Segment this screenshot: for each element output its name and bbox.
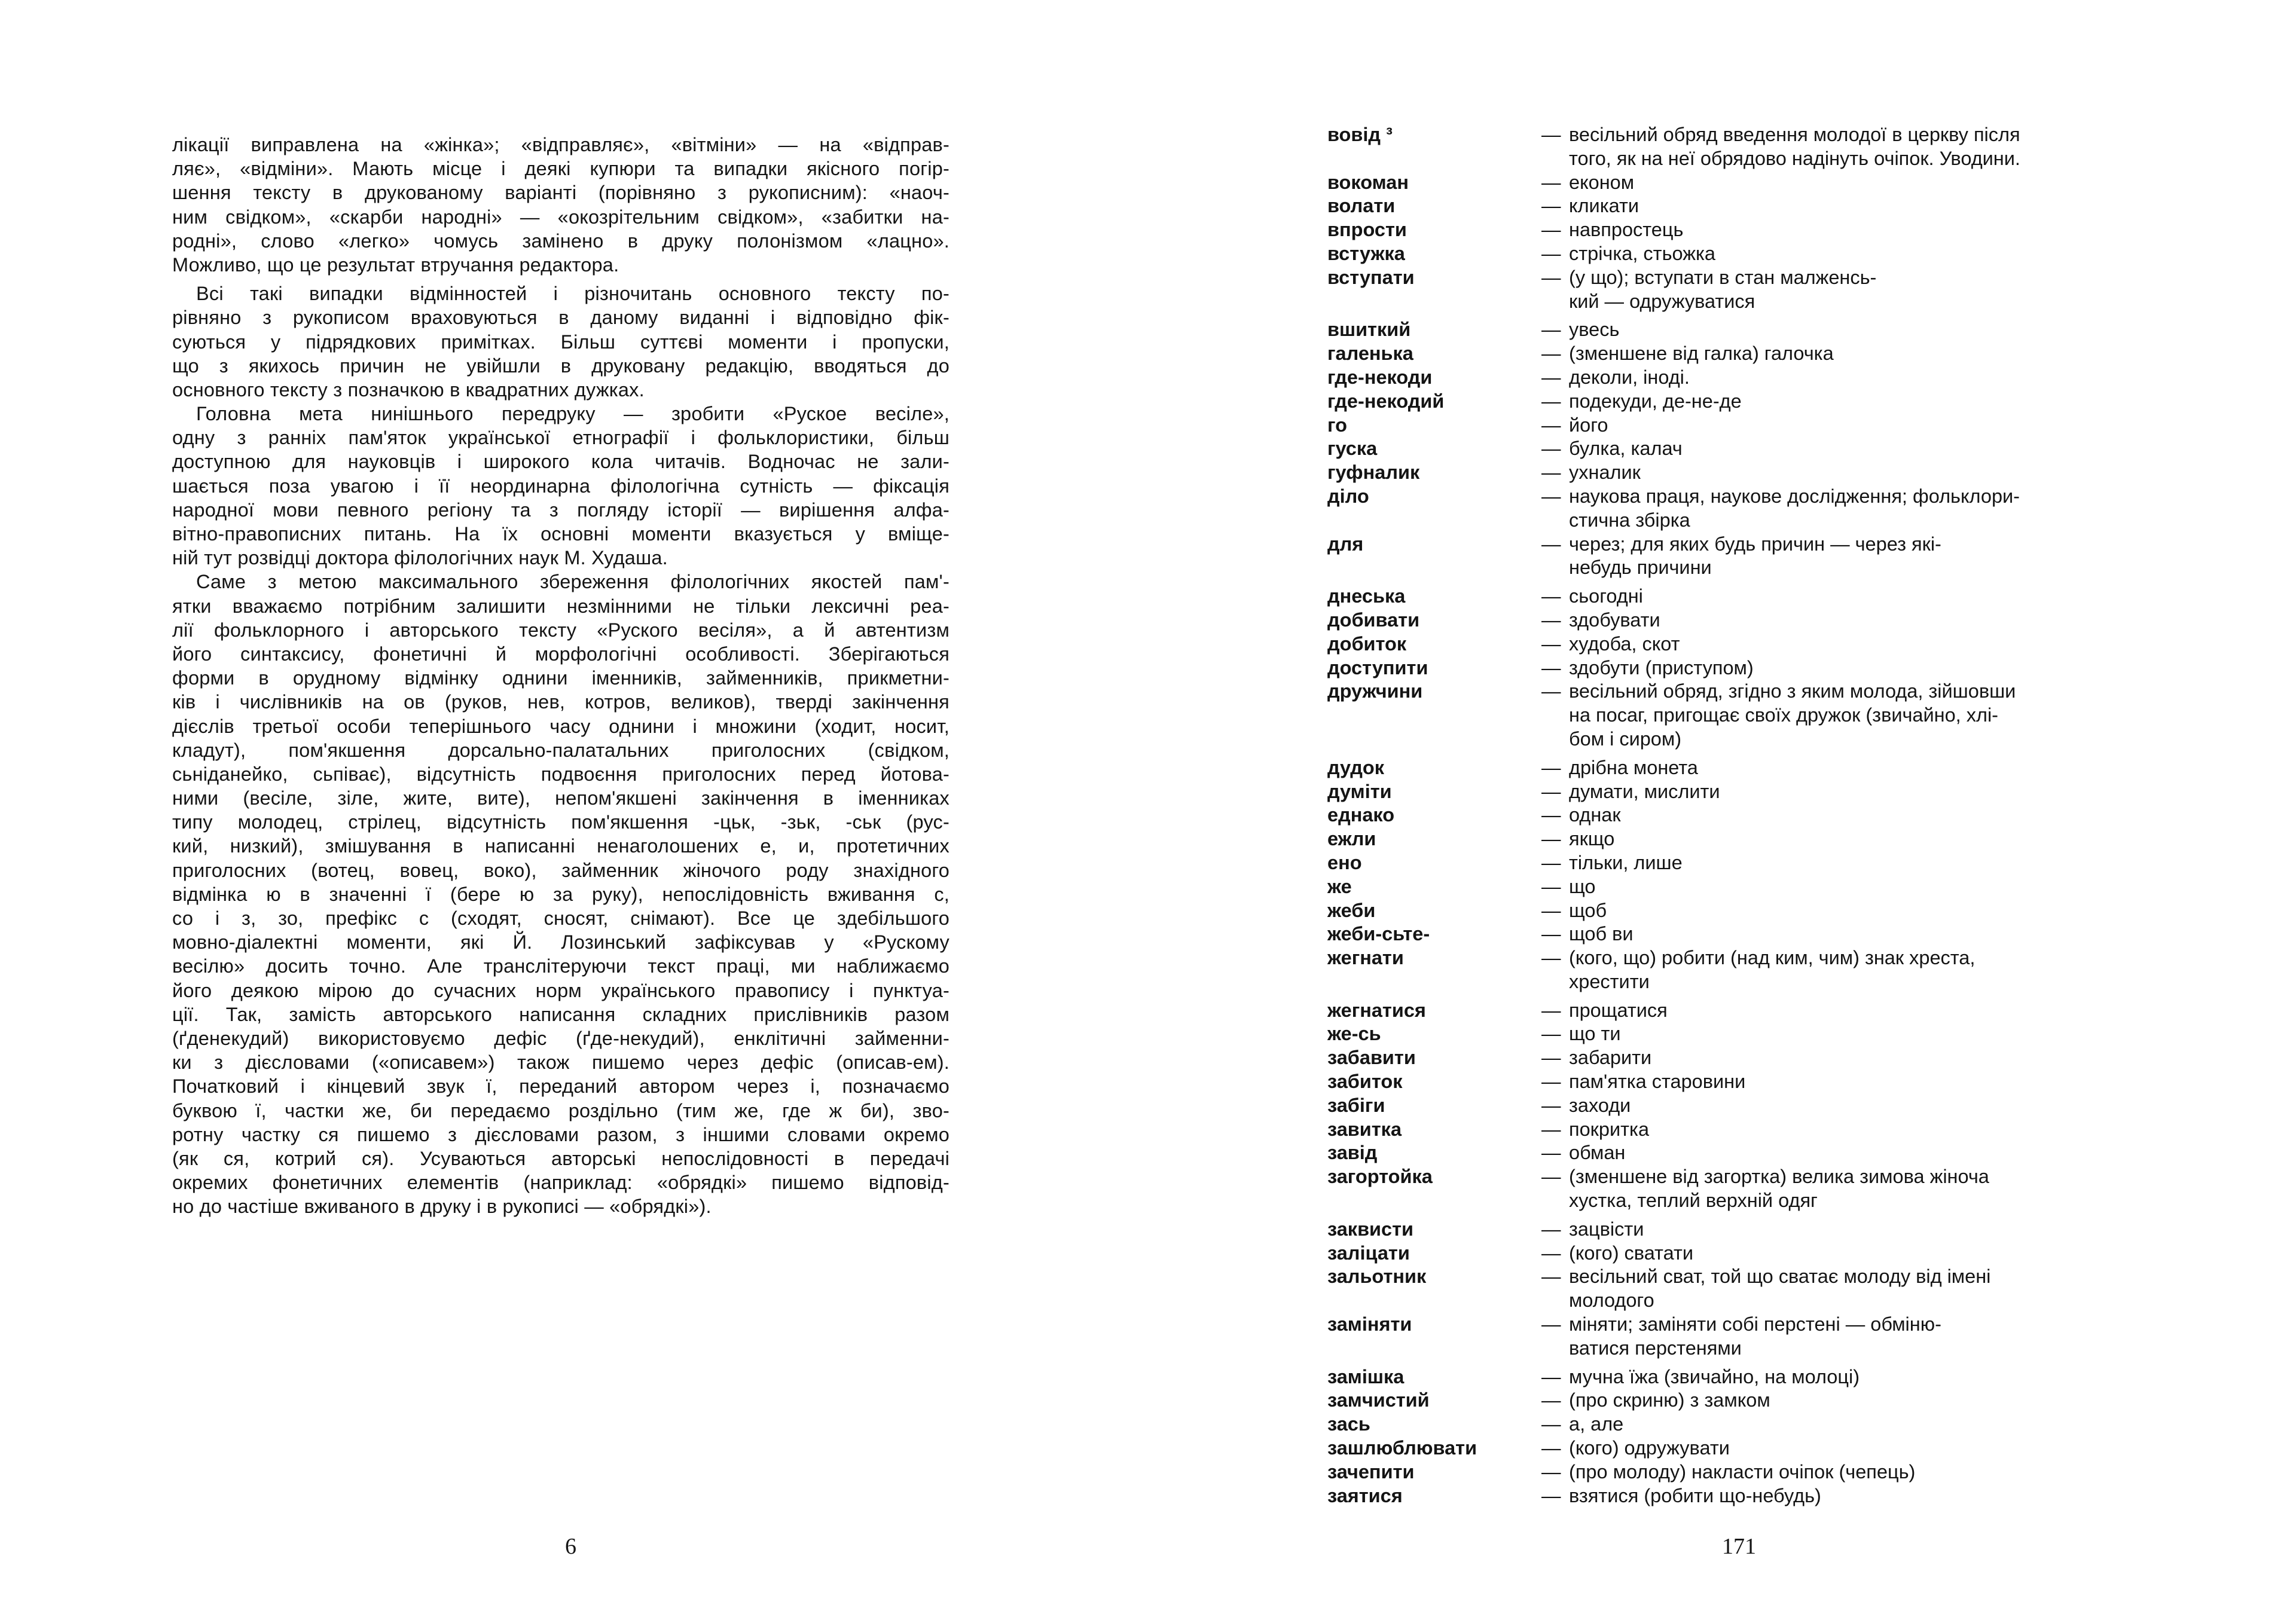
glossary-entry: [1327, 1436, 2117, 1460]
glossary-dash: —: [1541, 1484, 1561, 1506]
text-line: весілю» досить точно. Але транслітеруючи текст праці, ми наближаємо: [172, 955, 949, 977]
glossary-term: вступати: [1327, 266, 1415, 288]
glossary-definition: а, але: [1569, 1413, 1624, 1435]
glossary-definition: весільний сват, той що сватає молоду від імені молодого: [1569, 1266, 1991, 1312]
glossary-term: же: [1327, 875, 1352, 897]
text-line: що з якихось причин не увійшли в друковану редакцію, вводяться до: [172, 354, 949, 377]
glossary-list: [1327, 123, 2117, 1508]
glossary-entry: [1327, 1389, 2117, 1413]
glossary-dash: —: [1541, 366, 1561, 388]
glossary-dash: —: [1541, 343, 1561, 365]
glossary-definition: (кого, що) робити (над ким, чим) знак хреста, хрестити: [1569, 947, 1976, 992]
glossary-entry: [1327, 1413, 2117, 1436]
glossary-dash: —: [1541, 632, 1561, 655]
glossary-dash: —: [1541, 1266, 1561, 1288]
glossary-term: жеби-сьте-: [1327, 923, 1430, 945]
glossary-entry: [1327, 1118, 2117, 1142]
glossary-entry: [1327, 780, 2117, 804]
glossary-definition: (зменшене від загортка) велика зимова жіноча хустка, теплий верхній одяг: [1569, 1166, 1989, 1212]
glossary-dash: —: [1541, 756, 1561, 778]
glossary-definition: економ: [1569, 171, 1635, 193]
glossary-term: зачепити: [1327, 1460, 1415, 1483]
glossary-term: добиток: [1327, 632, 1407, 655]
text-line: приголосних (вотец, вовец, воко), займенник жіночого роду знахідного: [172, 859, 949, 881]
glossary-term: заліцати: [1327, 1242, 1410, 1264]
glossary-term: заятися: [1327, 1484, 1403, 1506]
right-page: [1148, 0, 2296, 1623]
glossary-dash: —: [1541, 585, 1561, 607]
glossary-dash: —: [1541, 1460, 1561, 1483]
glossary-term: забиток: [1327, 1071, 1403, 1093]
text-line: кладут), пом'якшення дорсально-палатальних приголосних (свідком,: [172, 739, 949, 761]
glossary-dash: —: [1541, 1437, 1561, 1459]
text-line: Всі такі випадки відмінностей і різночитань основного тексту по-: [196, 283, 949, 305]
glossary-dash: —: [1541, 485, 1561, 507]
glossary-dash: —: [1541, 1389, 1561, 1411]
text-line: мовно-діалектні моменти, які Й. Лозинський зафіксував у «Рускому: [172, 931, 949, 953]
glossary-definition: через; для яких будь причин — через які- небудь причини: [1569, 533, 1941, 579]
glossary-definition: кликати: [1569, 195, 1639, 217]
glossary-dash: —: [1541, 1218, 1561, 1240]
glossary-entry: [1327, 461, 2117, 485]
glossary-entry: [1327, 194, 2117, 218]
text-line: ції. Так, замість авторського написання складних прислівників разом: [172, 1003, 949, 1025]
glossary-dash: —: [1541, 1413, 1561, 1435]
glossary-entry: [1327, 827, 2117, 851]
glossary-term: думіти: [1327, 780, 1392, 802]
glossary-term: днеська: [1327, 585, 1406, 607]
glossary-term: замчистий: [1327, 1389, 1430, 1411]
text-line: його деякою мірою до сучасних норм українського правопису і пунктуа-: [172, 979, 949, 1001]
glossary-dash: —: [1541, 533, 1561, 555]
text-line: Можливо, що це результат втручання редактора.: [172, 253, 619, 276]
glossary-entry: [1327, 485, 2117, 533]
glossary-term: встужка: [1327, 242, 1405, 264]
glossary-definition: пам'ятка старовини: [1569, 1071, 1746, 1093]
glossary-definition: (кого) одружувати: [1569, 1437, 1730, 1459]
text-line: Головна мета нинішнього передруку — зробити «Руское весіле»,: [196, 403, 949, 425]
glossary-term: доступити: [1327, 656, 1428, 678]
glossary-entry: [1327, 851, 2117, 875]
glossary-dash: —: [1541, 1242, 1561, 1264]
glossary-definition: взятися (робити що-небудь): [1569, 1484, 1821, 1506]
text-line: ним свідком», «скарби народні» — «окозрітельним свідком», «забитки на-: [172, 206, 949, 228]
glossary-definition: дрібна монета: [1569, 756, 1698, 778]
glossary-definition: (кого) сватати: [1569, 1242, 1693, 1264]
text-line: ній тут розвідці доктора філологічних наук М. Худаша.: [172, 547, 668, 569]
glossary-definition: навпростець: [1569, 219, 1684, 241]
glossary-dash: —: [1541, 999, 1561, 1021]
text-line: родні», слово «легко» чомусь замінено в друку полонізмом «лацно».: [172, 230, 949, 252]
glossary-dash: —: [1541, 319, 1561, 341]
glossary-definition: щоб ви: [1569, 923, 1634, 945]
glossary-entry: [1327, 437, 2117, 461]
glossary-entry: [1327, 342, 2117, 366]
glossary-dash: —: [1541, 171, 1561, 193]
glossary-dash: —: [1541, 266, 1561, 288]
glossary-dash: —: [1541, 1047, 1561, 1069]
text-line: окремих фонетичних елементів (наприклад: «обрядкі» пишемо відповід-: [172, 1172, 949, 1194]
glossary-term: дудок: [1327, 756, 1385, 778]
glossary-dash: —: [1541, 438, 1561, 460]
glossary-definition: тільки, лише: [1569, 851, 1683, 873]
glossary-definition: сьогодні: [1569, 585, 1643, 607]
glossary-dash: —: [1541, 414, 1561, 436]
glossary-dash: —: [1541, 461, 1561, 484]
glossary-definition: його: [1569, 414, 1608, 436]
glossary-entry: [1327, 1094, 2117, 1118]
glossary-entry: [1327, 218, 2117, 242]
text-line: (ґденекудий) використовуємо дефіс (ґде-некудий), енклітичні займенни-: [172, 1027, 949, 1049]
text-line: шення тексту в друкованому варіанті (порівняно з рукописним): «наоч-: [172, 182, 949, 204]
glossary-term: добивати: [1327, 609, 1420, 631]
text-line: ки з дієсловами («описавем») також пишемо через дефіс (описав-ем).: [172, 1052, 949, 1074]
glossary-term: завід: [1327, 1142, 1378, 1164]
glossary-term: го: [1327, 414, 1347, 436]
glossary-term: гуфналик: [1327, 461, 1420, 484]
text-line: со і з, зо, префікс с (сходят, сносят, снімают). Все це здебільшого: [172, 907, 949, 929]
glossary-entry: [1327, 1141, 2117, 1165]
glossary-definition: здобувати: [1569, 609, 1660, 631]
glossary-dash: —: [1541, 1118, 1561, 1140]
text-line: типу молодец, стрілец, відсутність пом'якшення -цьк, -зьк, -ськ (рус-: [172, 811, 949, 833]
text-line: ротну частку ся пишемо з дієсловами разом, з іншими словами окремо: [172, 1123, 949, 1145]
glossary-entry: [1327, 1070, 2117, 1094]
glossary-term: завитка: [1327, 1118, 1402, 1140]
glossary-dash: —: [1541, 947, 1561, 969]
glossary-dash: —: [1541, 656, 1561, 678]
glossary-entry: [1327, 1460, 2117, 1484]
glossary-definition: заходи: [1569, 1094, 1631, 1116]
glossary-term: замішка: [1327, 1365, 1405, 1387]
glossary-entry: [1327, 875, 2117, 899]
glossary-dash: —: [1541, 1166, 1561, 1188]
glossary-entry: [1327, 1165, 2117, 1213]
glossary-definition: весільний обряд, згідно з яким молода, зійшовши на посаг, пригощає своїх дружок (звичайно, хлі- бом і сиром): [1569, 680, 2016, 750]
glossary-entry: [1327, 609, 2117, 632]
text-line: суються у підрядкових примітках. Більш суттєві моменти і пропуски,: [172, 331, 949, 353]
text-line: доступною для науковців і широкого кола читачів. Водночас не зали-: [172, 451, 949, 473]
text-line: відмінка ю в значенні ї (бере ю за руку), непослідовність вживання с,: [172, 883, 949, 905]
glossary-entry: [1327, 171, 2117, 195]
glossary-dash: —: [1541, 851, 1561, 873]
glossary-definition: прощатися: [1569, 999, 1668, 1021]
glossary-entry: [1327, 414, 2117, 438]
glossary-term: волати: [1327, 195, 1396, 217]
glossary-entry: [1327, 266, 2117, 314]
glossary-definition: здобути (приступом): [1569, 656, 1754, 678]
glossary-term: вокоман: [1327, 171, 1409, 193]
glossary-dash: —: [1541, 804, 1561, 826]
glossary-term: где-некоди: [1327, 366, 1433, 388]
glossary-entry: [1327, 680, 2117, 751]
text-line: шається поза увагою і її неординарна філологічна сутність — фіксація: [172, 475, 949, 497]
glossary-definition: зацвісти: [1569, 1218, 1644, 1240]
glossary-dash: —: [1541, 219, 1561, 241]
text-line: ляє», «відміни». Мають місце і деякі купюри та випадки якісного погір-: [172, 158, 949, 180]
glossary-definition: (у що); вступати в стан малженсь- кий — одружуватися: [1569, 266, 1877, 312]
glossary-term: заміняти: [1327, 1313, 1412, 1335]
glossary-dash: —: [1541, 1313, 1561, 1335]
page-number: 171: [1722, 1534, 1756, 1559]
glossary-dash: —: [1541, 609, 1561, 631]
glossary-entry: [1327, 1265, 2117, 1313]
glossary-definition: подекуди, де-не-де: [1569, 390, 1742, 412]
glossary-entry: [1327, 899, 2117, 923]
text-line: вітно-правописних питань. На їх основні моменти вказується у вміще-: [172, 523, 949, 545]
glossary-dash: —: [1541, 875, 1561, 897]
glossary-entry: [1327, 366, 2117, 390]
glossary-entry: [1327, 922, 2117, 946]
glossary-definition: ухналик: [1569, 461, 1641, 484]
glossary-term: забавити: [1327, 1047, 1416, 1069]
glossary-definition: увесь: [1569, 319, 1620, 341]
text-line: Саме з метою максимального збереження філологічних якостей пам'-: [196, 571, 949, 593]
glossary-term: еднако: [1327, 804, 1395, 826]
text-line: ними (весіле, зіле, жите, вите), непом'якшені закінчення в іменниках: [172, 787, 949, 809]
glossary-definition: (про молоду) накласти очіпок (чепець): [1569, 1460, 1916, 1483]
text-line: рівняно з рукописом враховуються в даному виданні і відповідно фік-: [172, 307, 949, 329]
glossary-dash: —: [1541, 828, 1561, 850]
glossary-entry: [1327, 123, 2117, 171]
glossary-definition: міняти; заміняти собі перстені — обміню- ватися перстенями: [1569, 1313, 1941, 1359]
glossary-dash: —: [1541, 124, 1561, 145]
text-line: Початковий і кінцевий звук ї, переданий автором через і, позначаємо: [172, 1075, 949, 1098]
glossary-definition: весільний обряд введення молодої в церкву після того, як на неї обрядово надінуть очіпок. Уводини.: [1569, 124, 2020, 169]
glossary-definition: стрічка, стьожка: [1569, 242, 1715, 264]
glossary-term: где-некодий: [1327, 390, 1445, 412]
glossary-entry: [1327, 533, 2117, 580]
glossary-dash: —: [1541, 1142, 1561, 1164]
glossary-dash: —: [1541, 1094, 1561, 1116]
text-line: лії фольклорного і авторського тексту «Руского весіля», а й автентизм: [172, 619, 949, 641]
text-line: (як ся, котрий ся). Усуваються авторські непослідовності в передачі: [172, 1147, 949, 1169]
glossary-definition: якщо: [1569, 828, 1615, 850]
glossary-term: заквисти: [1327, 1218, 1413, 1240]
glossary-entry: [1327, 999, 2117, 1023]
glossary-term: ено: [1327, 851, 1362, 873]
glossary-dash: —: [1541, 899, 1561, 921]
glossary-entry: [1327, 242, 2117, 266]
text-line: його синтаксису, фонетичні й морфологічні особливості. Зберігаються: [172, 643, 949, 665]
glossary-definition: булка, калач: [1569, 438, 1683, 460]
glossary-dash: —: [1541, 680, 1561, 702]
glossary-definition: щоб: [1569, 899, 1607, 921]
glossary-term: зальотник: [1327, 1266, 1427, 1288]
glossary-definition: худоба, скот: [1569, 632, 1680, 655]
text-line: буквою ї, частки же, би передаємо роздільно (тим же, где ж би), зво-: [172, 1099, 949, 1121]
text-line: основного тексту з позначкою в квадратних дужках.: [172, 378, 645, 401]
glossary-entry: [1327, 803, 2117, 827]
glossary-entry: [1327, 946, 2117, 994]
glossary-term: загортойка: [1327, 1166, 1433, 1188]
glossary-definition: забарити: [1569, 1047, 1652, 1069]
glossary-definition: покритка: [1569, 1118, 1650, 1140]
glossary-term: жегнати: [1327, 947, 1404, 969]
glossary-entry: [1327, 390, 2117, 414]
glossary-term: вовід ³: [1327, 124, 1393, 145]
glossary-entry: [1327, 1218, 2117, 1242]
glossary-term: же-сь: [1327, 1023, 1381, 1045]
glossary-term: вшиткий: [1327, 319, 1411, 341]
glossary-definition: однак: [1569, 804, 1621, 826]
glossary-dash: —: [1541, 242, 1561, 264]
glossary-term: гуска: [1327, 438, 1378, 460]
page-number: 6: [565, 1534, 576, 1559]
text-line: но до частіше вживаного в друку і в рукописі — «обрядкі»).: [172, 1196, 712, 1218]
glossary-entry: [1327, 318, 2117, 342]
glossary-entry: [1327, 656, 2117, 680]
glossary-definition: думати, мислити: [1569, 780, 1720, 802]
glossary-term: для: [1327, 533, 1364, 555]
glossary-entry: [1327, 756, 2117, 780]
glossary-dash: —: [1541, 1365, 1561, 1387]
glossary-definition: наукова праця, наукове дослідження; фольклори- стична збірка: [1569, 485, 2020, 531]
glossary-term: діло: [1327, 485, 1369, 507]
glossary-entry: [1327, 632, 2117, 656]
glossary-dash: —: [1541, 1023, 1561, 1045]
glossary-entry: [1327, 1046, 2117, 1070]
glossary-term: ежли: [1327, 828, 1376, 850]
glossary-entry: [1327, 1242, 2117, 1266]
text-line: сьніданейко, сьпіває), відсутність подвоєння приголосних перед йотова-: [172, 763, 949, 785]
glossary-dash: —: [1541, 195, 1561, 217]
glossary-dash: —: [1541, 780, 1561, 802]
glossary-term: дружчини: [1327, 680, 1423, 702]
glossary-entry: [1327, 1365, 2117, 1389]
glossary-entry: [1327, 1484, 2117, 1508]
glossary-entry: [1327, 1022, 2117, 1046]
glossary-term: зась: [1327, 1413, 1370, 1435]
left-page-body: [172, 133, 949, 1218]
glossary-term: забіги: [1327, 1094, 1385, 1116]
glossary-term: жегнатися: [1327, 999, 1426, 1021]
glossary-definition: що: [1569, 875, 1596, 897]
text-line: лікації виправлена на «жінка»; «відправляє», «вітміни» — на «відправ-: [172, 134, 949, 155]
glossary-entry: [1327, 1313, 2117, 1361]
text-line: одну з ранніх пам'яток української етнографії і фольклористики, більш: [172, 427, 949, 449]
glossary-term: впрости: [1327, 219, 1407, 241]
glossary-entry: [1327, 585, 2117, 609]
text-line: ятки вважаємо потрібним залишити незмінними не тільки лексичні реа-: [172, 595, 949, 617]
glossary-dash: —: [1541, 1071, 1561, 1093]
glossary-definition: (про скриню) з замком: [1569, 1389, 1770, 1411]
glossary-definition: деколи, іноді.: [1569, 366, 1690, 388]
text-line: дієслів третьої особи теперішнього часу однини і множини (ходит, носит,: [172, 715, 949, 737]
glossary-dash: —: [1541, 390, 1561, 412]
glossary-definition: (зменшене від галка) галочка: [1569, 343, 1834, 365]
text-line: народної мови певного регіону та з погляду історії — вирішення алфа-: [172, 499, 949, 521]
glossary-definition: що ти: [1569, 1023, 1621, 1045]
glossary-term: галенька: [1327, 343, 1413, 365]
glossary-definition: мучна їжа (звичайно, на молоці): [1569, 1365, 1860, 1387]
text-line: кий, низкий), змішування в написанні ненаголошених е, и, протетичних: [172, 835, 949, 857]
text-line: ків і числівників на ов (руков, нев, котров, великов), тверді закінчення: [172, 691, 949, 713]
glossary-term: зашлюблювати: [1327, 1437, 1477, 1459]
text-line: форми в орудному відмінку однини іменників, займенників, прикметни-: [172, 667, 949, 689]
glossary-term: жеби: [1327, 899, 1376, 921]
glossary-definition: обман: [1569, 1142, 1626, 1164]
glossary-dash: —: [1541, 923, 1561, 945]
